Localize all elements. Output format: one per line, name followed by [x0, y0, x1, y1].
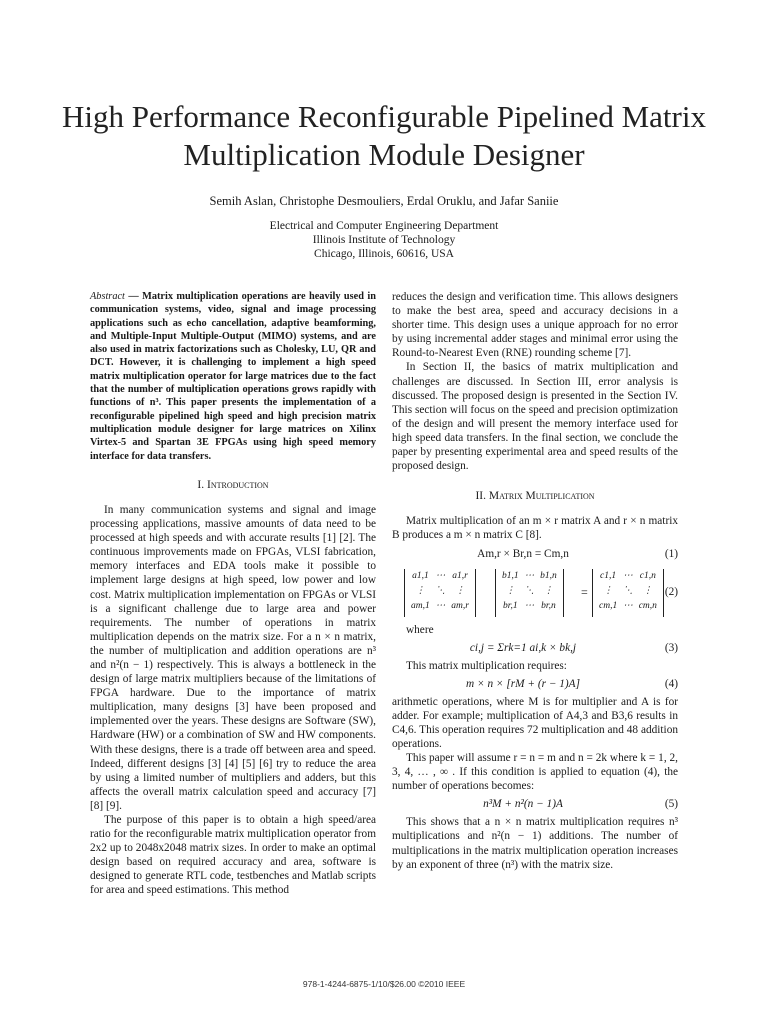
matrix-cell: ⋮: [643, 585, 653, 596]
equation-3: [392, 637, 678, 659]
matrix-cell: br,1: [503, 600, 518, 611]
section-heading-introduction: [90, 478, 376, 492]
matrix-cell: ⋮: [505, 585, 516, 596]
paragraph: Matrix multiplication of an m × r matrix A and r × n matrix B produces a m × n matrix C [8].: [392, 515, 678, 542]
abstract: [90, 290, 376, 463]
section-title: Matrix Multiplication: [488, 490, 595, 503]
affiliation: [40, 219, 728, 261]
matrix-cell: ⋮: [603, 585, 613, 596]
matrix-cell: b1,1: [502, 570, 519, 581]
equation-body: ci,j = Σrk=1 ai,k × bk,j: [469, 641, 577, 654]
matrix-cell: a1,1: [412, 570, 429, 581]
matrix-cell: ⋮: [455, 585, 465, 596]
matrix-c: [592, 569, 664, 617]
matrix-cell: ⋯: [623, 600, 633, 611]
section-title: Introduction: [206, 478, 269, 491]
section-heading-matrix-multiplication: [392, 489, 678, 503]
matrix-cell: ⋯: [524, 600, 535, 611]
matrix-cell: c1,n: [639, 570, 656, 581]
affiliation-line: Chicago, Illinois, 60616, USA: [314, 248, 454, 260]
matrix-cell: a1,r: [452, 570, 468, 581]
equation-4: [392, 673, 678, 695]
section-number: I.: [197, 478, 205, 491]
equation-number: (5): [664, 798, 678, 811]
equation-body: n³M + n²(n − 1)A: [483, 798, 563, 811]
matrix-a: [404, 569, 476, 617]
affiliation-line: Electrical and Computer Engineering Department: [269, 220, 499, 232]
equation-number: (1): [664, 547, 678, 560]
paragraph: In Section II, the basics of matrix multiplication and challenges are discussed. In Section III, error analysis is discussed. The proposed design is presented in the Section IV. This section will focus on the speed and precision optimization of the design and will present the memory interface used for high speed data transfers. In the final section, we conclude the paper by presenting experimental area and speed results of the proposed design.: [392, 361, 678, 473]
paragraph: arithmetic operations, where M is for multiplier and A is for adder. For example; multiplication of A4,3 and B3,6 results in C4,6. This operation requires 72 multiplication and 48 addition operations.: [392, 695, 678, 750]
title-line-2: Multiplication Module Designer: [183, 137, 585, 172]
matrix-cell: am,r: [451, 600, 469, 611]
equation-1: [392, 543, 678, 565]
equation-2-matrices: [392, 567, 678, 623]
paragraph: This paper will assume r = n = m and n = 2k where k = 1, 2, 3, 4, … , ∞ . If this condition is applied to equation (4), the number of operations becomes:: [392, 752, 678, 793]
equation-number: (4): [664, 677, 678, 690]
matrix-cell: ⋮: [415, 585, 426, 596]
abstract-label: Abstract: [90, 291, 125, 302]
matrix-cell: ⋱: [623, 585, 633, 596]
matrix-cell: cm,n: [638, 600, 657, 611]
matrix-cell: ⋯: [435, 570, 446, 581]
equation-number: (2): [664, 585, 678, 598]
matrix-cell: c1,1: [600, 570, 617, 581]
matrix-cell: ⋯: [524, 570, 535, 581]
paragraph: This shows that a n × n matrix multiplication requires n³ multiplications and n²(n − 1) additions. The number of multiplications in the matrix multiplication operation increases by an exponent of three (n³) with the matrix size.: [392, 816, 678, 871]
paragraph: reduces the design and verification time. This allows designers to make the best area, speed and accuracy decisions in a shorter time. This design uses a unique approach for no error by using incremental adder stages and minimal error using the Round-to-Nearest Even (RNE) rounding scheme [7].: [392, 291, 678, 360]
paragraph: The purpose of this paper is to obtain a high speed/area ratio for the reconfigurable matrix multiplication operator from 2x2 up to 2048x2048 matrix sizes. In order to make an optimal design based on required accuracy and area, software is designed to generate RTL code, testbenches and Matlab scripts for area and speed estimations. This method: [90, 814, 376, 897]
authors: Semih Aslan, Christophe Desmouliers, Erdal Oruklu, and Jafar Saniie: [209, 194, 559, 208]
section-number: II.: [475, 490, 486, 503]
matrix-cell: br,n: [541, 600, 556, 611]
title-line-1: High Performance Reconfigurable Pipelined Matrix: [62, 99, 706, 134]
equation-body: Am,r × Br,n = Cm,n: [477, 547, 569, 560]
equals-sign: =: [581, 584, 588, 599]
equation-body: m × n × [rM + (r − 1)A]: [466, 677, 580, 690]
abstract-text: — Matrix multiplication operations are heavily used in communication systems, video, signal and image processing applications such as echo cancellation, adaptive beamforming, and Multiple-Input Multiple-Output (MIMO) systems, and are also used in matrix factorizations such as Cholesky, LU, QR and DCT. However, it is challenging to implement a high speed matrix multiplication operator for large matrices due to the fact that the number of multiplication operations grows rapidly with functions of n³. This paper presents the implementation of a reconfigurable pipelined high speed and high precision matrix multiplication module designer for large matrices on Xilinx Virtex-5 and Spartan 3E FPGAs using high speed memory interface for data transfers.: [90, 291, 376, 462]
paragraph: In many communication systems and signal and image processing applications, massive amounts of data need to be processed at high speeds and with accurate results [1] [2]. The continuous improvements made on FPGAs, VLSI fabrication, memory interfaces and EDA tools make it possible to implement large designs at high speed, low power and low cost. Matrix multiplication implementation on FPGAs or VLSI is a significant challenge due to large area and power requirements. The number of operations in matrix multiplication depends on the matrix size. For a n × n matrix, the number of multiplication and addition operations are n³ and n²(n − 1) respectively. This is always a bottleneck in the design of large matrix multipliers because of the limitations of FPGA hardware. Due to the importance of matrix multiplication, many designs [3] have been proposed and implemented over the years. These designs are Software (SW), Hardware (HW) or a combination of SW and HW components. With these designs, there is a trade off between area and speed. Indeed, different designs [3] [4] [5] [6] try to reduce the area by using a limited number of multipliers and adders, but this affects the overall matrix calculation speed and accuracy [7] [8] [9].: [90, 503, 376, 812]
equation-5: [392, 793, 678, 815]
matrix-cell: b1,n: [540, 570, 557, 581]
matrix-cell: ⋱: [524, 585, 535, 596]
affiliation-line: Illinois Institute of Technology: [312, 234, 456, 246]
paper-title: [40, 98, 728, 174]
left-column: [90, 290, 376, 898]
right-column: [392, 290, 678, 872]
copyright-footer: 978-1-4244-6875-1/10/$26.00 ©2010 IEEE: [302, 979, 466, 989]
matrix-cell: cm,1: [599, 600, 618, 611]
paragraph: This matrix multiplication requires:: [406, 659, 567, 672]
matrix-cell: ⋱: [435, 585, 446, 596]
matrix-cell: ⋯: [623, 570, 633, 581]
matrix-cell: ⋮: [543, 585, 554, 596]
equation-number: (3): [664, 641, 678, 654]
matrix-cell: am,1: [411, 600, 430, 611]
matrix-cell: ⋯: [435, 600, 446, 611]
matrix-b: [495, 569, 564, 617]
paragraph: where: [406, 623, 434, 636]
